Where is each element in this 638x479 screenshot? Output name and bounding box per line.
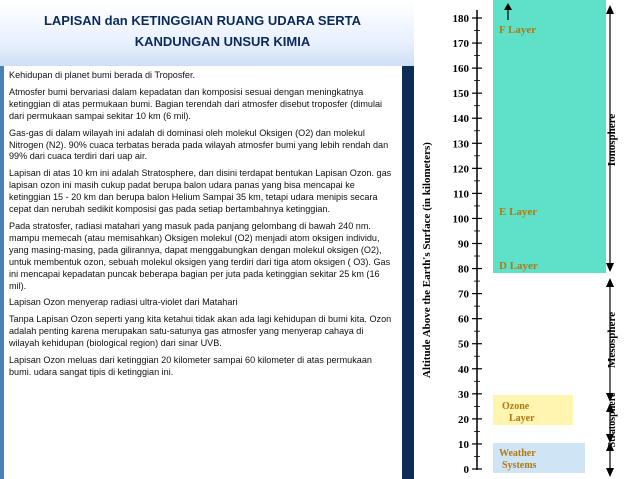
axis-tick-label: 10: [458, 438, 469, 451]
paragraph: Kehidupan di planet bumi berada di Troposfer.: [9, 70, 196, 80]
body-text-box: [0, 66, 402, 479]
title-line-1: LAPISAN dan KETINGGIAN RUANG UDARA SERTA: [43, 13, 362, 28]
axis-tick-label: 180: [452, 13, 469, 25]
paragraph: Atmosfer bumi bervariasi dalam kepadatan dan komposisi sesuai dengan meningkatnya ketinggian di atas permukaan bumi. Bagian terendah dari atmosfer disebut troposfer (dimulai dari permukaan sampai sekitar 10 km (6 mil).: [9, 86, 383, 121]
paragraph: Lapisan Ozon menyerap radiasi ultra-violet dari Matahari: [9, 297, 238, 308]
stratosphere-label: Stratosphere: [607, 392, 618, 448]
axis-tick-label: 70: [458, 288, 469, 301]
weather-label-1: Weather: [499, 448, 536, 459]
paragraph: Gas-gas di dalam wilayah ini adalah di dominasi oleh molekul Oksigen (O2) dan molekul Nitrogen (N2). 90% cuaca terbatas berada pada wilayah atmosfer bumi yang lebih rendah dan 99% dari cuaca terdiri dari uap air.: [9, 127, 389, 162]
atmosphere-diagram-svg: [414, 0, 638, 479]
axis-tick-label: 50: [458, 338, 469, 351]
paragraph: Lapisan Ozon meluas dari ketinggian 20 kilometer sampai 60 kilometer di atas permukaan bumi. udara sangat tipis di ketinggian ini.: [9, 355, 372, 377]
title-line-2: KANDUNGAN UNSUR KIMIA: [134, 34, 311, 49]
axis-tick-label: 100: [452, 213, 469, 226]
axis-tick-label: 140: [452, 113, 469, 126]
axis-tick-label: 30: [458, 388, 469, 401]
axis-tick-label: 130: [452, 138, 469, 151]
e-layer-label: E Layer: [499, 206, 538, 218]
f-layer-label: F Layer: [499, 24, 537, 36]
paragraph: Tanpa Lapisan Ozon seperti yang kita ketahui tidak akan ada lagi kehidupan di bumi kita. Ozon adalah penting karena merupakan satu-satunya gas atmosfer yang menyerap cahaya di wilayah kehidupan (biological region) dari sinar UVB.: [9, 314, 392, 349]
d-layer-label: D Layer: [499, 260, 538, 272]
axis-tick-label: 20: [458, 413, 469, 426]
axis-tick-label: 120: [452, 163, 469, 176]
axis-label: Altitude Above the Earth's Surface (in kilometers): [421, 142, 433, 378]
ionosphere-band: [493, 0, 606, 273]
paragraph: Lapisan di atas 10 km ini adalah Stratosphere, dan disini terdapat bentukan Lapisan Ozon. gas lapisan ozon ini masih cukup padat berupa balon udara panas yang bisa mencapai ke ketinggian 15 - 20 km dan berupa balon Helium Sampai 35 km, tetapi udara menipis secara cepat dan nerubah sedikit komposisi gas pada setiap bertambahnya ketinggian.: [9, 168, 392, 215]
mesosphere-label: Mesosphere: [606, 311, 618, 369]
ozone-label-1: Ozone: [502, 401, 530, 412]
axis-tick-label: 60: [458, 313, 469, 326]
weather-label-2: Systems: [502, 460, 537, 471]
axis-tick-label: 80: [458, 263, 469, 276]
ionosphere-label: Ionosphere: [606, 113, 618, 167]
axis-tick-label: 110: [453, 188, 469, 201]
ozone-label-2: Layer: [509, 413, 535, 424]
slide-title: [0, 10, 405, 52]
axis-tick-label: 90: [458, 238, 469, 251]
paragraph: Pada stratosfer, radiasi matahari yang masuk pada panjang gelombang di bawah 240 nm. mampu memecah (atau memisahkan) Oksigen molekul (O2) menjadi atom oksigen individu, yang masing-masing, pada gilirannya, dapat menggabungkan dengan molekul oksigen (O2), untuk membentuk ozon, sebuah molekul oksigen yang terdiri dari tiga atom oksigen ( O3). Gas ini mencapai kepadatan puncak beberapa bagian per juta pada ketinggian sekitar 25 km (16 mil).: [9, 220, 391, 291]
axis-tick-label: 0: [463, 464, 469, 476]
axis-tick-label: 160: [452, 63, 469, 76]
axis-tick-label: 170: [452, 38, 469, 51]
axis-tick-label: 150: [452, 88, 469, 101]
axis-tick-label: 40: [458, 363, 469, 376]
atmosphere-diagram: [414, 0, 638, 479]
